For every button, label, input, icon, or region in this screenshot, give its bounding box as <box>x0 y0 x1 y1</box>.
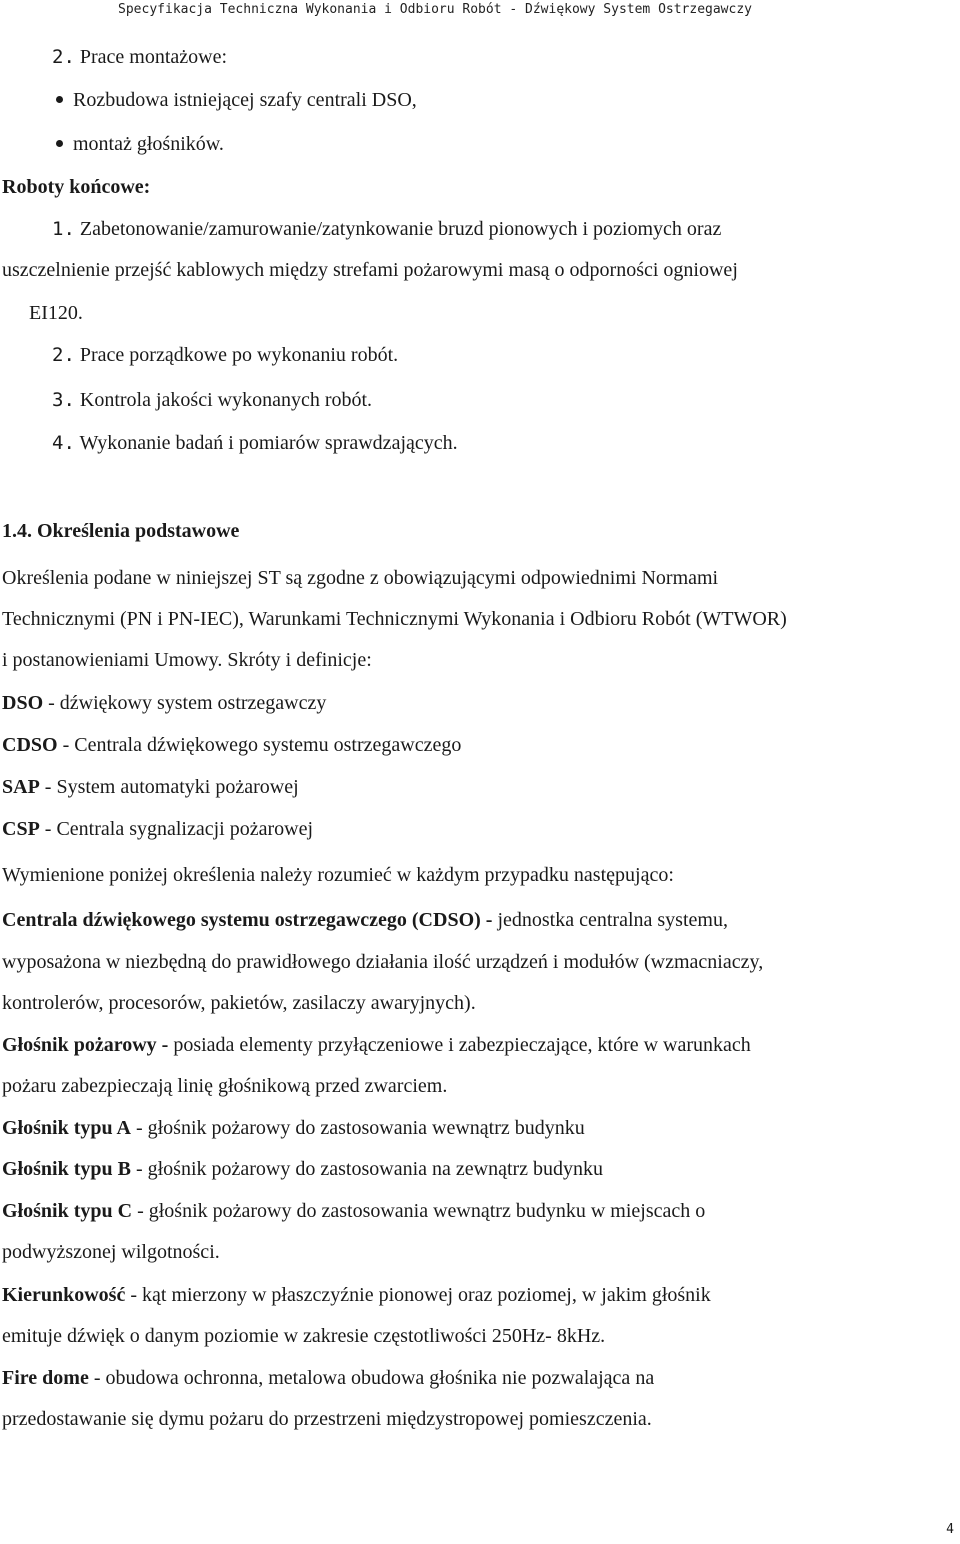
section-title: Określenia podstawowe <box>37 520 240 542</box>
list-item: 1. Zabetonowanie/zamurowanie/zatynkowanie bruzd pionowych i poziomych oraz <box>52 218 722 240</box>
list-item-continuation: uszczelnienie przejść kablowych między strefami pożarowymi masą o odporności ogniowej <box>2 259 738 281</box>
list-item: 4. Wykonanie badań i pomiarów sprawdzających. <box>52 432 458 454</box>
koncowe-heading: Roboty końcowe: <box>2 176 151 198</box>
bullet-icon <box>56 140 63 147</box>
page-number: 4 <box>946 1522 954 1537</box>
definition-row: Fire dome - obudowa ochronna, metalowa obudowa głośnika nie pozwalająca na <box>2 1367 655 1389</box>
running-header: Specyfikacja Techniczna Wykonania i Odbioru Robót - Dźwiękowy System Ostrzegawczy <box>118 2 752 17</box>
definition-row: Głośnik typu A - głośnik pożarowy do zastosowania wewnątrz budynku <box>2 1117 585 1139</box>
paragraph-line: Technicznymi (PN i PN-IEC), Warunkami Technicznymi Wykonania i Odbioru Robót (WTWOR) <box>2 608 787 630</box>
bullet-icon <box>56 96 63 103</box>
abbreviation-row: CSP - Centrala sygnalizacji pożarowej <box>2 818 314 840</box>
definition-continuation: podwyższonej wilgotności. <box>2 1241 220 1263</box>
list-item: 2. Prace porządkowe po wykonaniu robót. <box>52 344 399 366</box>
list-item: montaż głośników. <box>56 133 224 156</box>
list-item: 3. Kontrola jakości wykonanych robót. <box>52 389 373 411</box>
list-item-continuation: EI120. <box>29 302 83 324</box>
definition-continuation: wyposażona w niezbędną do prawidłowego działania ilość urządzeń i modułów (wzmacniaczy, <box>2 951 764 973</box>
list-item: Rozbudowa istniejącej szafy centrali DSO, <box>56 89 417 112</box>
definition-row: Centrala dźwiękowego systemu ostrzegawczego (CDSO) - jednostka centralna systemu, <box>2 909 728 931</box>
montaz-heading <box>52 46 227 69</box>
abbreviation-row: CDSO - Centrala dźwiękowego systemu ostrzegawczego <box>2 734 462 756</box>
definition-row: Głośnik typu C - głośnik pożarowy do zastosowania wewnątrz budynku w miejscach o <box>2 1200 706 1222</box>
definition-row: Kierunkowość - kąt mierzony w płaszczyźnie pionowej oraz poziomej, w jakim głośnik <box>2 1284 711 1306</box>
definition-continuation: emituje dźwięk o danym poziomie w zakresie częstotliwości 250Hz- 8kHz. <box>2 1325 606 1347</box>
definition-continuation: kontrolerów, procesorów, pakietów, zasilaczy awaryjnych). <box>2 992 476 1014</box>
montaz-heading-text: Prace montażowe: <box>79 46 228 68</box>
section-number: 1.4. <box>2 520 32 542</box>
definition-row: Głośnik pożarowy - posiada elementy przyłączeniowe i zabezpieczające, które w warunkach <box>2 1034 751 1056</box>
definition-continuation: przedostawanie się dymu pożaru do przestrzeni międzystropowej pomieszczenia. <box>2 1408 652 1430</box>
abbreviation-row: DSO - dźwiękowy system ostrzegawczy <box>2 692 327 714</box>
definition-row: Głośnik typu B - głośnik pożarowy do zastosowania na zewnątrz budynku <box>2 1158 604 1180</box>
abbreviation-row: SAP - System automatyki pożarowej <box>2 776 299 798</box>
definition-continuation: pożaru zabezpieczają linię głośnikową przed zwarciem. <box>2 1075 448 1097</box>
paragraph-line: i postanowieniami Umowy. Skróty i definicje: <box>2 649 372 671</box>
section-heading <box>2 520 239 543</box>
paragraph-line: Określenia podane w niniejszej ST są zgodne z obowiązującymi odpowiednimi Normami <box>2 567 719 589</box>
definitions-intro: Wymienione poniżej określenia należy rozumieć w każdym przypadku następująco: <box>2 864 674 886</box>
montaz-heading-number: 2. <box>52 46 75 68</box>
